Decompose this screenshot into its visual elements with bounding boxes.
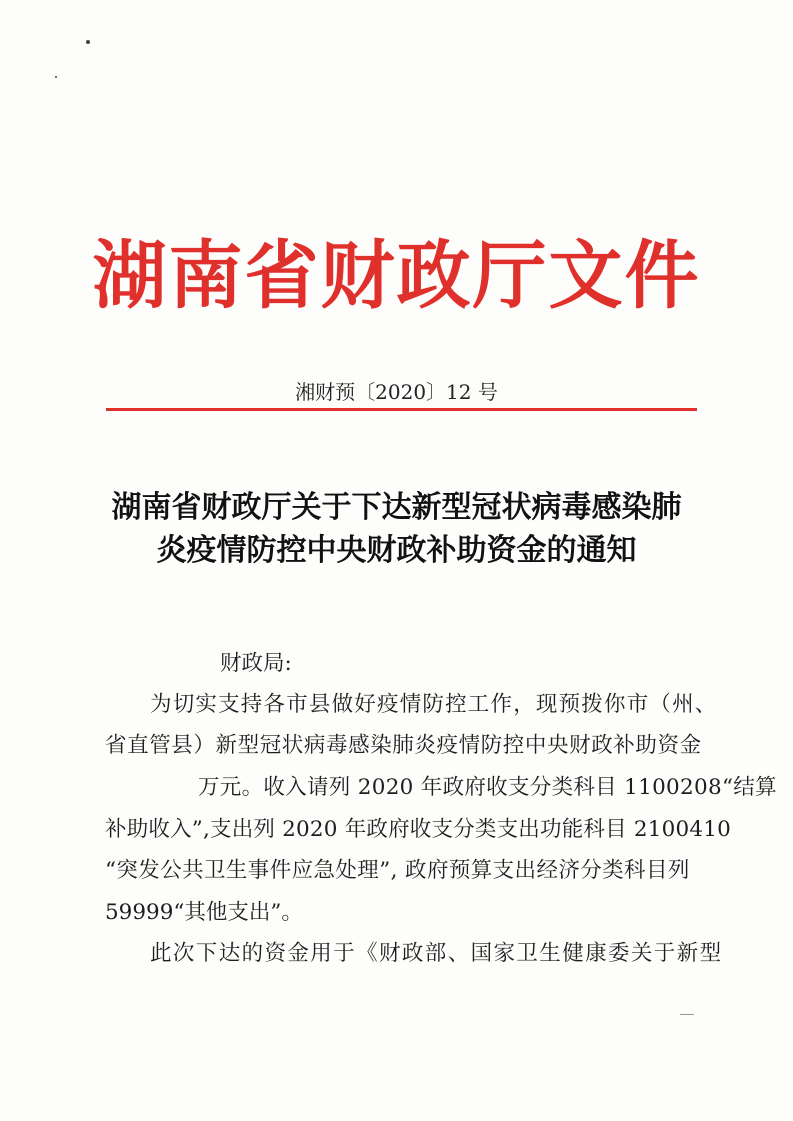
scan-mark xyxy=(680,1014,694,1015)
body-paragraph-line: 59999“其他支出”。 xyxy=(105,900,303,925)
scan-speck xyxy=(86,40,90,44)
body-paragraph-line: 为切实支持各市县做好疫情防控工作，现预拨你市（州、 xyxy=(150,692,718,717)
body-paragraph-line: 此次下达的资金用于《财政部、国家卫生健康委关于新型 xyxy=(150,941,723,966)
notice-title-line-2: 炎疫情防控中央财政补助资金的通知 xyxy=(156,533,637,568)
body-paragraph-line: 万元。收入请列 2020 年政府收支分类科目 1100208“结算 xyxy=(198,775,777,800)
salutation: 财政局: xyxy=(220,651,292,676)
body-paragraph-line: “突发公共卫生事件应急处理”, 政府预算支出经济分类科目列 xyxy=(105,858,690,883)
document-number: 湘财预〔2020〕12 号 xyxy=(295,380,498,404)
red-divider xyxy=(106,408,697,411)
body-paragraph-line: 省直管县）新型冠状病毒感染肺炎疫情防控中央财政补助资金 xyxy=(105,733,702,758)
masthead-title: 湖南省财政厅文件 xyxy=(92,233,701,319)
body-paragraph-line: 补助收入”,支出列 2020 年政府收支分类支出功能科目 2100410 xyxy=(105,817,731,842)
scan-speck xyxy=(55,76,57,78)
notice-title-line-1: 湖南省财政厅关于下达新型冠状病毒感染肺 xyxy=(111,490,682,525)
